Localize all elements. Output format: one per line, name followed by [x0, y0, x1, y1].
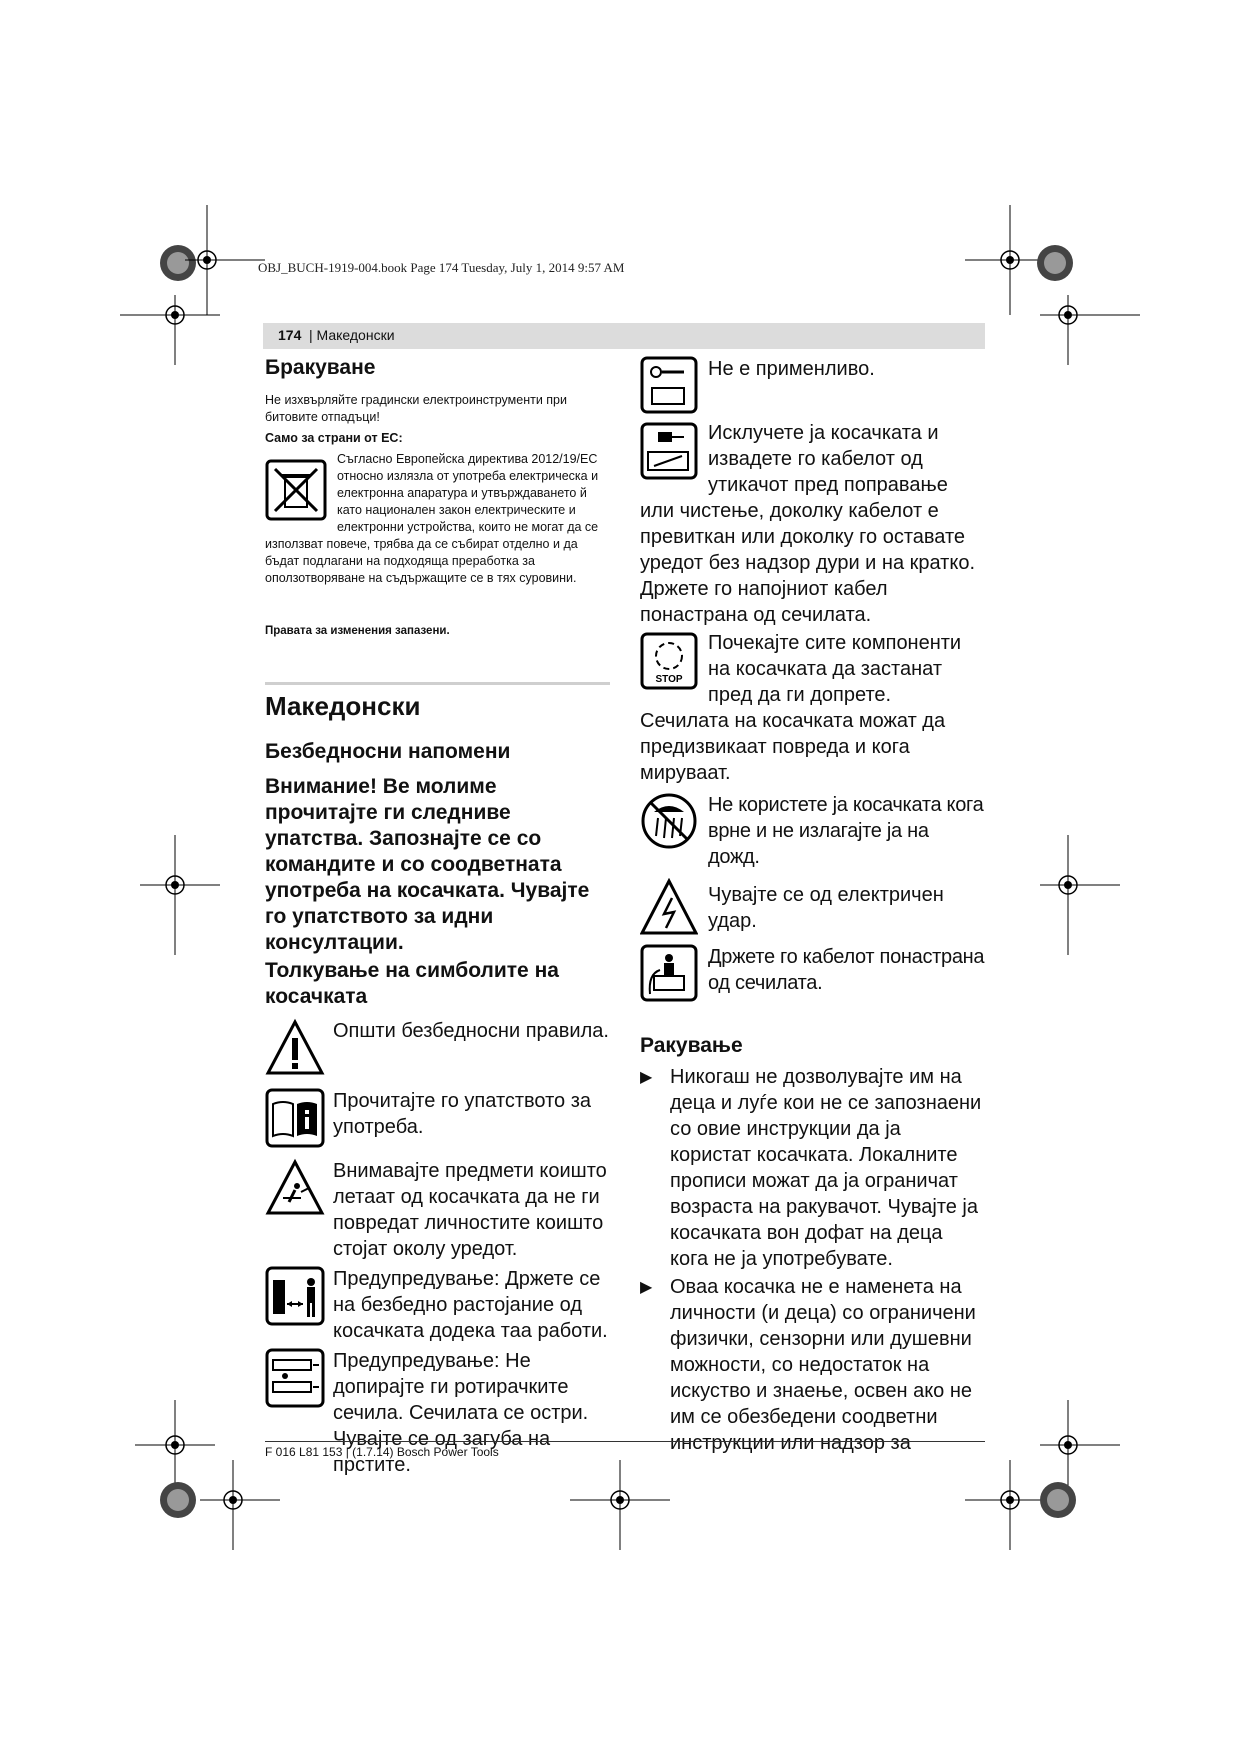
symbol-row-not-applicable: [640, 356, 985, 414]
safe-distance-icon: [265, 1266, 325, 1326]
symbol-text: Држете го кабелот понастрана од сечилата.: [708, 946, 985, 994]
symbol-row-electric-shock: [640, 878, 985, 936]
symbol-text: Предупредување: Не допирајте ги ротирачките сечила. Сечилата се остри. Чувајте се од загуба на прстите.: [333, 1350, 589, 1476]
page-footer: [265, 1441, 985, 1459]
electric-shock-icon: [640, 878, 698, 936]
unplug-icon: [640, 422, 698, 480]
section-name: | Македонски: [309, 327, 395, 343]
directive-paragraph: [265, 451, 610, 587]
symbol-text: Почекајте сите компоненти на косачката да застанат пред да ги допрете. Сечилата на косачката можат да предизвикаат повреда и кога мируваат.: [640, 632, 962, 784]
bullet-item: [640, 1274, 985, 1456]
page-header-bar: [263, 323, 985, 349]
no-rain-icon: [640, 792, 698, 850]
section-divider: [265, 682, 610, 685]
symbol-row-stop-rotation: [640, 630, 985, 786]
symbol-row-unplug: [640, 420, 985, 628]
safety-title: Безбедносни напомени: [265, 740, 511, 763]
disposal-paragraph: Не изхвърляйте градински електроинструменти при битовите отпадъци!: [265, 393, 567, 424]
rights-reserved: Правата за изменения запазени.: [265, 625, 450, 637]
bullet-text: Никогаш не дозволувајте им на деца и луѓе кои не се запознаени со овие инструкции да ја користат косачката. Локалните прописи можат да ја ограничат возраста на ракувачот. Чувајте ја косачката вон дофат на деца кога не ја употребувате.: [670, 1066, 982, 1270]
page-number: 174: [278, 327, 302, 343]
warning-paragraph: Внимание! Ве молиме прочитајте ги следниве упатства. Запознајте се со командите и со соодветната употреба на косачката. Чувајте го упатството за идни консултации.: [265, 775, 590, 954]
symbol-text: Општи безбедносни правила.: [333, 1020, 609, 1042]
symbol-row-flying-objects: [265, 1158, 610, 1262]
disposal-title: Бракуване: [265, 356, 376, 379]
bullet-arrow-icon: ▶: [640, 1069, 653, 1086]
not-applicable-icon: [640, 356, 698, 414]
symbol-row-general-safety: [265, 1018, 610, 1078]
warning-triangle-icon: [265, 1018, 325, 1078]
flying-objects-icon: [265, 1158, 325, 1218]
symbol-text: Чувајте се од електричен удар.: [708, 884, 944, 932]
symbol-text: Не користете ја косачката кога врне и не излагајте ја на дожд.: [708, 794, 984, 868]
left-column: [265, 356, 610, 1478]
symbol-text: Прочитајте го упатството за употреба.: [333, 1090, 592, 1138]
crosshair-right-middle: [1040, 835, 1120, 955]
symbol-text: Внимавајте предмети коишто летаат од косачката да не ги повредат личностите коишто стојат околу уредот.: [333, 1160, 607, 1260]
symbol-row-cable-away: [640, 944, 985, 1002]
symbol-text: Не е применливо.: [708, 358, 875, 380]
symbol-row-safe-distance: [265, 1266, 610, 1344]
crosshair-right-upper: [1040, 295, 1140, 365]
crosshair-left-upper: [120, 295, 220, 365]
symbol-row-read-manual: [265, 1088, 610, 1148]
right-column: [640, 356, 985, 1456]
symbol-row-no-rain: [640, 792, 985, 870]
read-manual-icon: [265, 1088, 325, 1148]
handling-title: Ракување: [640, 1034, 743, 1057]
bullet-text: Оваа косачка не е наменета на личности (и деца) со ограничени физички, сензорни или душевни можности, со недостаток на искуство и знаење, освен ако не им се обезбедени соодветни инструкции или надзор за: [670, 1276, 976, 1454]
directive-text: Съгласно Европейска директива 2012/19/EC относно излязла от употреба електрическа и електронна апаратура и утвърждаването й като национален закон електрическите и електронни устройства, които не могат да се използват повече, трябва да се събират отделно и да бъдат подлагани на подходяща преработка за оползотворяване на съдържащите се в тях суровини.: [265, 452, 599, 585]
weee-bin-icon: [265, 459, 327, 521]
bullet-item: [640, 1064, 985, 1272]
file-slug: OBJ_BUCH-1919-004.book Page 174 Tuesday, July 1, 2014 9:57 AM: [258, 260, 625, 275]
crosshair-left-middle: [140, 835, 220, 955]
bullet-arrow-icon: ▶: [640, 1279, 653, 1296]
registration-mark-bottom-right: [1030, 1470, 1090, 1530]
rotating-blades-icon: [265, 1348, 325, 1408]
symbol-text: Исклучете ја косачката и извадете го кабелот од утикачот пред поправање или чистење, доколку кабелот е превиткан или доколку го оставате уредот без надзор дури и на кратко. Држете го напојниот кабел понастрана од сечилата.: [640, 422, 975, 626]
language-title: Македонски: [265, 691, 421, 721]
eu-only-label: Само за страни от ЕС:: [265, 431, 403, 445]
registration-mark-top-right: [1030, 228, 1090, 298]
stop-rotation-icon: [640, 632, 698, 690]
symbol-text: Предупредување: Држете се на безбедно растојание од косачката додека таа работи.: [333, 1268, 608, 1342]
cable-away-icon: [640, 944, 698, 1002]
symbols-title: Толкување на симболите на косачката: [265, 959, 559, 1008]
footer-text: F 016 L81 153 | (1.7.14) Bosch Power Tools: [265, 1445, 499, 1459]
svg-text:STOP: STOP: [655, 674, 683, 685]
